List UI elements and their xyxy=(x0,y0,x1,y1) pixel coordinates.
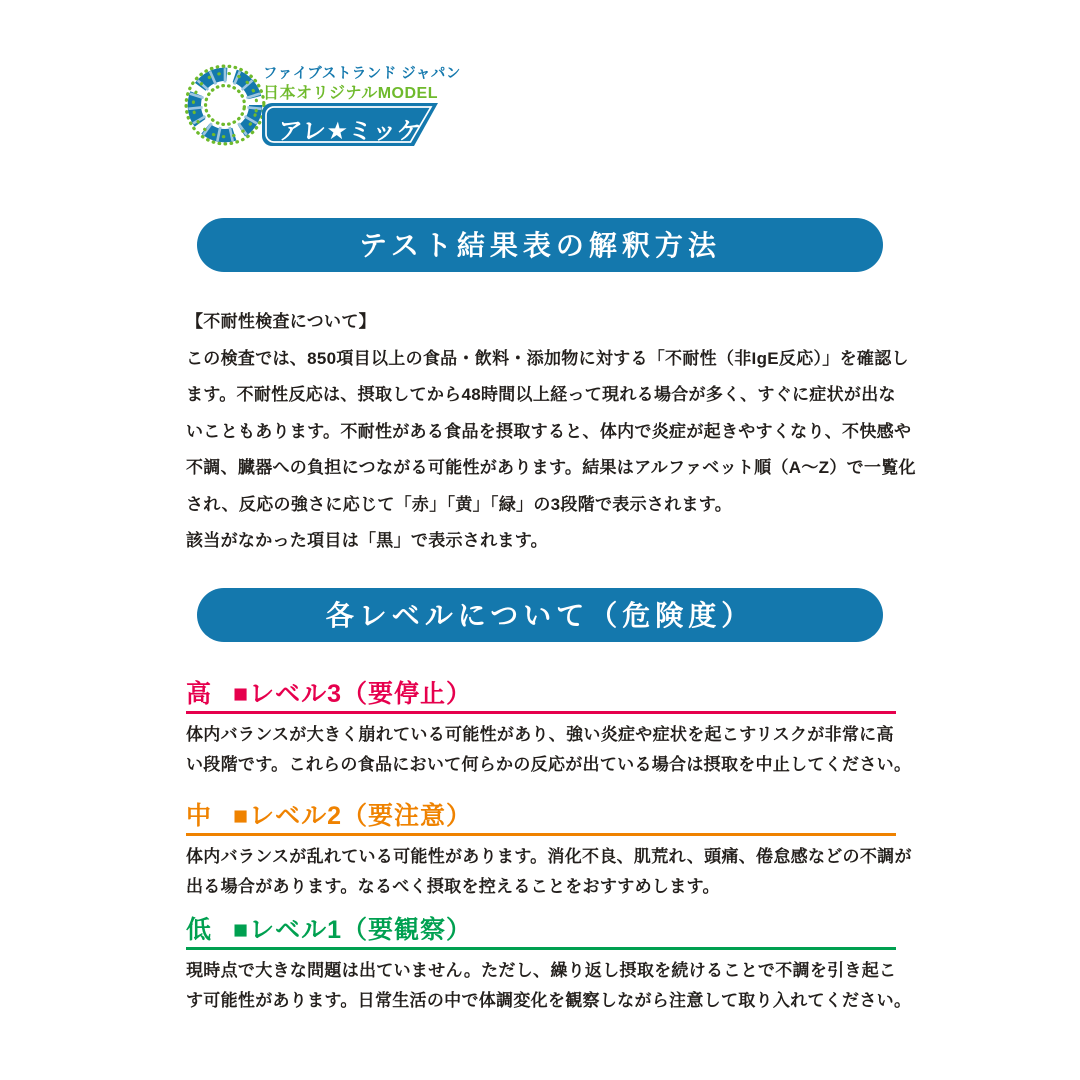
level1-heading xyxy=(186,916,896,944)
dna-wreath-icon xyxy=(180,60,270,150)
intro-line: この検査では、850項目以上の食品・飲料・添加物に対する「不耐性（非IgE反応）」を確認し xyxy=(186,348,909,368)
level2-line: 体内バランスが乱れている可能性があります。消化不良、肌荒れ、頭痛、倦怠感などの不調が xyxy=(186,846,912,866)
level1-line: 現時点で大きな問題は出ていません。ただし、繰り返し摂取を続けることで不調を引き起こ xyxy=(186,960,897,980)
level2-title: ■レベル2（要注意） xyxy=(233,802,473,830)
level3-line: 体内バランスが大きく崩れている可能性があり、強い炎症や症状を起こすリスクが非常に高 xyxy=(186,724,894,744)
level1-description xyxy=(186,956,912,1016)
level2-line: 出る場合があります。なるべく摂取を控えることをおすすめします。 xyxy=(186,876,720,896)
intro-line: され、反応の強さに応じて「赤」「黄」「緑」の3段階で表示されます。 xyxy=(186,494,733,514)
intro-line: ます。不耐性反応は、摂取してから48時間以上経って現れる場合が多く、すぐに症状が出な xyxy=(186,385,896,404)
brand-model-text: 日本オリジナルMODEL xyxy=(263,85,438,102)
aremikke-badge xyxy=(262,103,441,146)
level1-section xyxy=(186,916,912,1016)
section-banner-levels: 各レベルについて（危険度） xyxy=(197,588,883,642)
level2-tag: 中 xyxy=(186,802,213,830)
level3-title: ■レベル3（要停止） xyxy=(233,680,473,708)
intro-heading: 【不耐性検査について】 xyxy=(186,312,376,331)
level3-description xyxy=(186,720,912,780)
brand-name-text: ファイブストランド ジャパン xyxy=(263,66,461,82)
level2-heading xyxy=(186,802,896,830)
level1-title: ■レベル1（要観察） xyxy=(233,916,473,944)
level3-section xyxy=(186,680,912,780)
section-banner-interpretation: テスト結果表の解釈方法 xyxy=(197,218,883,272)
level1-line: す可能性があります。日常生活の中で体調変化を観察しながら注意して取り入れてください。 xyxy=(186,990,912,1010)
level2-description xyxy=(186,842,912,902)
level2-rule xyxy=(186,833,896,836)
level1-rule xyxy=(186,947,896,950)
level3-heading xyxy=(186,680,896,708)
badge-label: アレ★ミッケ xyxy=(277,118,423,145)
level1-tag: 低 xyxy=(186,916,213,944)
level3-line: い段階です。これらの食品において何らかの反応が出ている場合は摂取を中止してください。 xyxy=(186,754,912,774)
intro-line: 該当がなかった項目は「黒」で表示されます。 xyxy=(186,531,548,550)
intro-line: 不調、臓器への負担につながる可能性があります。結果はアルファベット順（A～Z）で一覧化 xyxy=(186,458,916,477)
level3-rule xyxy=(186,711,896,714)
level2-section xyxy=(186,802,912,902)
intro-line: いこともあります。不耐性がある食品を摂取すると、体内で炎症が起きやすくなり、不快感や xyxy=(186,421,912,441)
level3-tag: 高 xyxy=(186,680,213,708)
intro-paragraph xyxy=(186,304,916,560)
